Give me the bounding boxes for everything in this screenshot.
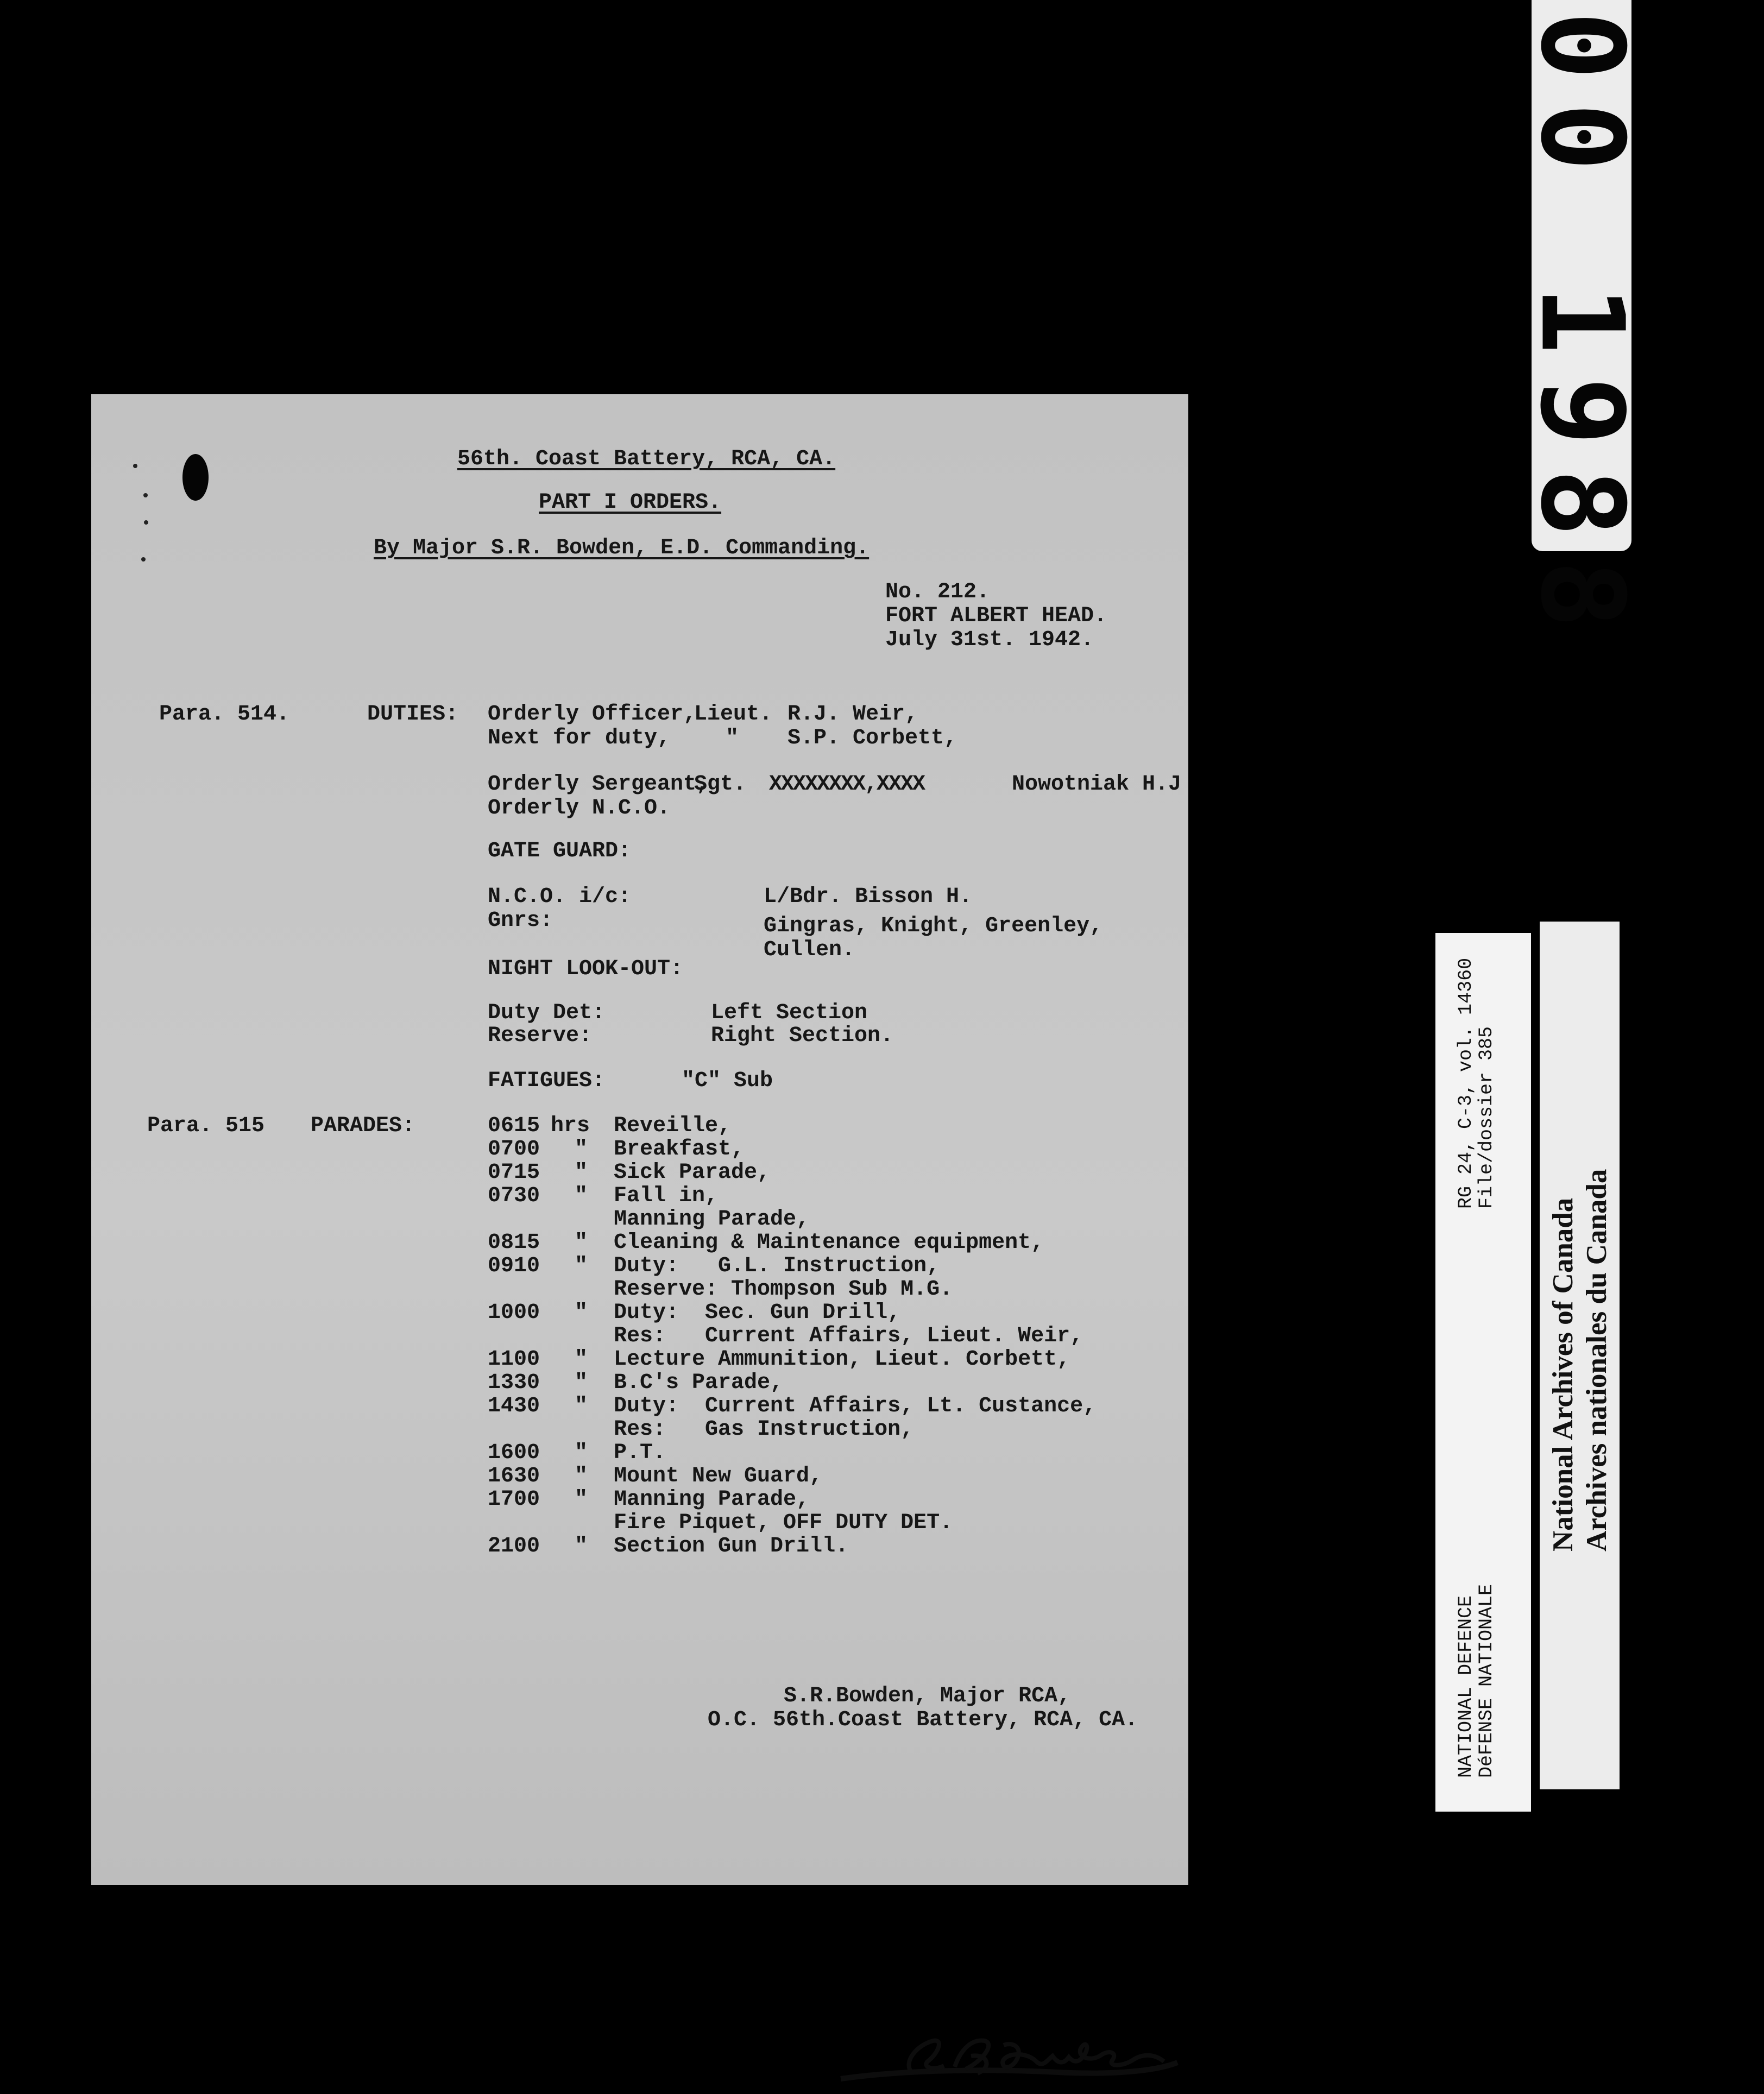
parade-time-ditto: " [575,1160,588,1185]
struck-out-text: XXXXXXXX,XXXX [769,772,925,797]
parade-activity: B.C's Parade, [614,1371,784,1395]
parade-activity: Fire Piquet, OFF DUTY DET. [614,1511,953,1535]
parade-time: 1600 [488,1441,540,1465]
parade-time-ditto: " [575,1394,588,1418]
orderly-officer-role: Orderly Officer, [488,702,697,727]
parade-activity: Sick Parade, [614,1160,771,1185]
para-515-label: Para. 515 [147,1114,265,1138]
parade-time: 1330 [488,1371,540,1395]
gnrs-line-1: Gingras, Knight, Greenley, [764,914,1103,938]
parades-heading: PARADES: [311,1114,415,1138]
archive-reference-label [1435,933,1531,1812]
document-page [91,394,1188,1885]
speck [133,464,137,468]
archives-canada-label [1540,922,1620,1789]
rg-reference: RG 24, C-3, vol. 14360 [1455,957,1477,1209]
nco-ic-value: L/Bdr. Bisson H. [764,885,973,909]
parade-activity: Mount New Guard, [614,1464,823,1488]
agency-fr: DéFENSE NATIONALE [1476,1584,1497,1778]
parade-activity: Res: Gas Instruction, [614,1417,914,1442]
next-for-duty-role: Next for duty, [488,726,671,750]
file-reference: File/dossier 385 [1476,1026,1497,1209]
speck [144,520,148,525]
parade-time: 1700 [488,1487,540,1512]
parade-activity: Lecture Ammunition, Lieut. Corbett, [614,1347,1070,1372]
parade-time-ditto: " [575,1301,588,1325]
commanding-line: By Major S.R. Bowden, E.D. Commanding. [374,536,870,560]
gnrs-label: Gnrs: [488,909,553,933]
parade-activity: Duty: G.L. Instruction, [614,1254,940,1278]
parade-activity: Cleaning & Maintenance equipment, [614,1231,1044,1255]
parade-time-ditto: hrs [551,1114,590,1138]
orderly-officer-name: R.J. Weir, [788,702,918,727]
parade-time-ditto: " [575,1487,588,1512]
parade-activity: Section Gun Drill. [614,1534,849,1559]
parade-time: 0615 [488,1114,540,1138]
reserve-value: Right Section. [711,1024,894,1048]
parade-time: 1630 [488,1464,540,1488]
parade-activity: Reserve: Thompson Sub M.G. [614,1277,953,1302]
duties-heading: DUTIES: [367,702,459,727]
parade-time: 0715 [488,1160,540,1185]
parade-time: 0910 [488,1254,540,1278]
parade-activity: Reveille, [614,1114,732,1138]
gnrs-line-2: Cullen. [764,938,855,962]
parade-activity: Manning Parade, [614,1487,810,1512]
parade-time-ditto: " [575,1231,588,1255]
parade-activity: Breakfast, [614,1137,745,1162]
frame-counter [1515,0,1649,652]
parade-time-ditto: " [575,1184,588,1208]
speck [141,557,146,562]
orderly-officer-rank: Lieut. [694,702,773,727]
archives-en: National Archives of Canada [1547,1197,1579,1551]
parade-time-ditto: " [575,1371,588,1395]
fatigues-value: "C" Sub [682,1069,773,1093]
signature-image [830,2029,1183,2094]
orderly-sergeant-role: Orderly Sergeant, [488,772,710,797]
para-514-label: Para. 514. [159,702,290,727]
parade-time: 0815 [488,1231,540,1255]
frame-number: 00 1988 [1515,11,1649,652]
fatigues-label: FATIGUES: [488,1069,606,1093]
parade-activity: Manning Parade, [614,1207,810,1232]
parade-time: 1430 [488,1394,540,1418]
parade-time: 0700 [488,1137,540,1162]
order-number: No. 212. [885,580,990,604]
parade-activity: Duty: Sec. Gun Drill, [614,1301,901,1325]
parade-time: 2100 [488,1534,540,1559]
signatory-title: O.C. 56th.Coast Battery, RCA, CA. [708,1708,1138,1732]
parade-time-ditto: " [575,1441,588,1465]
orderly-sergeant-rank: Sgt. [694,772,747,797]
parade-time-ditto: " [575,1464,588,1488]
parade-activity: P.T. [614,1441,666,1465]
gate-guard-heading: GATE GUARD: [488,839,632,863]
parade-time: 0730 [488,1184,540,1208]
parade-activity: Res: Current Affairs, Lieut. Weir, [614,1324,1083,1348]
ditto-mark: " [726,726,739,750]
next-for-duty-name: S.P. Corbett, [788,726,957,750]
night-lookout-heading: NIGHT LOOK-OUT: [488,957,684,981]
orders-title: PART I ORDERS. [539,490,722,515]
parade-activity: Duty: Current Affairs, Lt. Custance, [614,1394,1097,1418]
duty-det-value: Left Section [711,1001,868,1025]
parade-time-ditto: " [575,1347,588,1372]
parade-time: 1100 [488,1347,540,1372]
agency-en: NATIONAL DEFENCE [1455,1595,1477,1778]
signatory-name: S.R.Bowden, Major RCA, [784,1684,1071,1708]
duty-det-label: Duty Det: [488,1001,606,1025]
order-date: July 31st. 1942. [885,628,1094,652]
parade-time-ditto: " [575,1137,588,1162]
reserve-label: Reserve: [488,1024,593,1048]
orderly-nco-role: Orderly N.C.O. [488,796,671,821]
speck [143,493,148,497]
punch-hole [182,454,209,501]
order-place: FORT ALBERT HEAD. [885,604,1107,628]
nco-ic-label: N.C.O. i/c: [488,885,632,909]
orderly-sergeant-name: Nowotniak H.J [1012,772,1182,797]
parade-time-ditto: " [575,1254,588,1278]
archives-fr: Archives nationales du Canada [1581,1169,1612,1551]
unit-heading: 56th. Coast Battery, RCA, CA. [457,447,836,471]
parade-time: 1000 [488,1301,540,1325]
parade-time-ditto: " [575,1534,588,1559]
parade-activity: Fall in, [614,1184,719,1208]
